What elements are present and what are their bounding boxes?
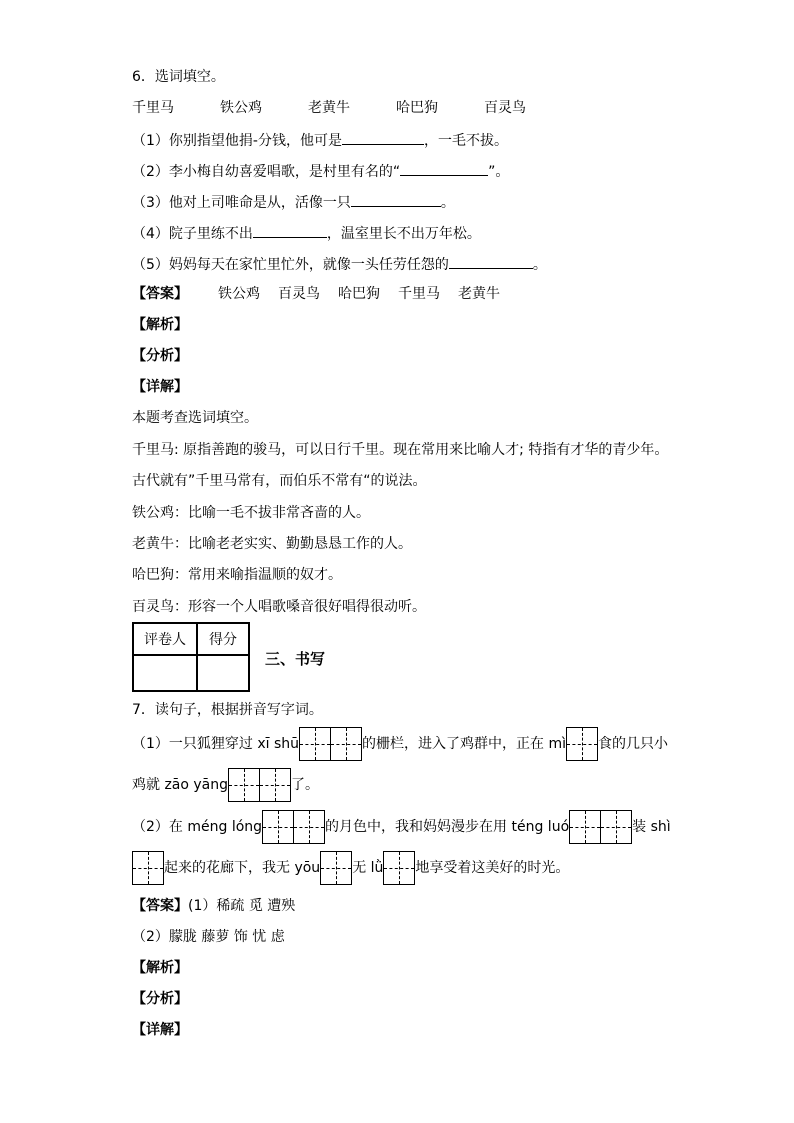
detail-line: 百灵鸟：形容一个人唱歌嗓音很好唱得很动听。 bbox=[132, 599, 426, 615]
word-option: 哈巴狗 bbox=[396, 100, 438, 116]
q6-fenxi-label: 【分析】 bbox=[132, 348, 188, 364]
q6-item-4 bbox=[132, 222, 481, 242]
answer-label: 【答案】 bbox=[132, 286, 188, 302]
item-text: ，一毛不拔。 bbox=[423, 133, 508, 149]
sentence-text: （2）在 méng lóng bbox=[132, 819, 263, 835]
q7-sentence-2-cont bbox=[132, 850, 569, 886]
detail-line: 古代就有”千里马常有，而伯乐不常有“的说法。 bbox=[132, 473, 427, 489]
q6-word-bank bbox=[132, 98, 572, 118]
q7-detail-label: 【详解】 bbox=[132, 1022, 188, 1038]
score-header: 得分 bbox=[197, 623, 249, 655]
item-text: （5）妈妈每天在家忙里忙外，就像一头任劳任怨的 bbox=[132, 257, 449, 273]
item-text: （4）院子里练不出 bbox=[132, 226, 253, 242]
item-text: （3）他对上司唯命是从，活像一只 bbox=[132, 195, 351, 211]
q6-title: 6．选词填空。 bbox=[132, 69, 225, 85]
writing-grid[interactable] bbox=[320, 851, 352, 885]
writing-grid[interactable] bbox=[299, 727, 362, 761]
answer-word: 老黄牛 bbox=[458, 286, 500, 302]
q6-item-5 bbox=[132, 253, 547, 273]
q7-title: 7．读句子，根据拼音写字词。 bbox=[132, 702, 323, 718]
detail-line: 本题考查选词填空。 bbox=[132, 410, 258, 426]
reviewer-cell[interactable] bbox=[133, 655, 197, 691]
answer-word: 铁公鸡 bbox=[218, 286, 260, 302]
sentence-text: 起来的花廊下，我无 yōu bbox=[164, 860, 321, 876]
q7-sentence-1-cont bbox=[132, 767, 319, 803]
sentence-text: 地享受着这美好的时光。 bbox=[415, 860, 570, 876]
q6-item-1 bbox=[132, 129, 508, 149]
q6-detail-label: 【详解】 bbox=[132, 379, 188, 395]
sentence-text: 了。 bbox=[291, 777, 320, 793]
section-title: 三、书写 bbox=[265, 650, 326, 668]
q7-sentence-1 bbox=[132, 726, 668, 762]
sentence-text: 食的几只小 bbox=[598, 736, 669, 752]
q7-answer-1 bbox=[132, 896, 295, 916]
sentence-text: 无 lǜ bbox=[352, 860, 384, 876]
reviewer-header: 评卷人 bbox=[133, 623, 197, 655]
sentence-text: 装 shì bbox=[632, 819, 671, 835]
answer-word: 千里马 bbox=[398, 286, 440, 302]
q6-item-3 bbox=[132, 191, 455, 211]
writing-grid[interactable] bbox=[566, 727, 598, 761]
word-option: 千里马 bbox=[132, 100, 174, 116]
detail-line: 铁公鸡：比喻一毛不拔非常吝啬的人。 bbox=[132, 505, 370, 521]
fill-blank[interactable] bbox=[351, 191, 441, 207]
answer-word: 百灵鸟 bbox=[278, 286, 320, 302]
item-text: （1）你别指望他捐-分钱，他可是 bbox=[132, 133, 342, 149]
score-cell[interactable] bbox=[197, 655, 249, 691]
q6-answer bbox=[132, 284, 518, 304]
q7-answer-2: （2）朦胧 藤萝 饰 忧 虑 bbox=[132, 929, 285, 945]
sentence-text: （1）一只狐狸穿过 xī shū bbox=[132, 736, 300, 752]
item-text: ”。 bbox=[488, 164, 510, 180]
item-text: （2）李小梅自幼喜爱唱歌，是村里有名的“ bbox=[132, 164, 401, 180]
q7-analysis-label: 【解析】 bbox=[132, 960, 188, 976]
detail-line: 老黄牛：比喻老老实实、勤勤恳恳工作的人。 bbox=[132, 536, 412, 552]
fill-blank[interactable] bbox=[449, 253, 533, 269]
sentence-text: 的月色中，我和妈妈漫步在用 téng luó bbox=[325, 819, 570, 835]
word-option: 百灵鸟 bbox=[484, 100, 526, 116]
writing-grid[interactable] bbox=[383, 851, 415, 885]
detail-line: 哈巴狗：常用来喻指温顺的奴才。 bbox=[132, 567, 342, 583]
fill-blank[interactable] bbox=[400, 160, 488, 176]
word-option: 老黄牛 bbox=[308, 100, 350, 116]
q7-sentence-2 bbox=[132, 809, 671, 845]
writing-grid[interactable] bbox=[262, 810, 325, 844]
sentence-text: 鸡就 zāo yāng bbox=[132, 777, 229, 793]
fill-blank[interactable] bbox=[342, 129, 424, 145]
sentence-text: 的栅栏，进入了鸡群中，正在 mì bbox=[362, 736, 567, 752]
fill-blank[interactable] bbox=[253, 222, 327, 238]
q7-fenxi-label: 【分析】 bbox=[132, 991, 188, 1007]
q6-item-2 bbox=[132, 160, 509, 180]
writing-grid[interactable] bbox=[569, 810, 632, 844]
writing-grid[interactable] bbox=[228, 768, 291, 802]
word-option: 铁公鸡 bbox=[220, 100, 262, 116]
writing-grid[interactable] bbox=[132, 851, 164, 885]
item-text: 。 bbox=[532, 257, 547, 273]
detail-line: 千里马: 原指善跑的骏马，可以日行千里。现在常用来比喻人才; 特指有才华的青少年。 bbox=[132, 442, 669, 458]
answer-text: (1）稀疏 觅 遭殃 bbox=[188, 898, 296, 914]
item-text: ，温室里长不出万年松。 bbox=[326, 226, 481, 242]
answer-label: 【答案】 bbox=[132, 898, 188, 914]
score-table bbox=[132, 622, 250, 692]
item-text: 。 bbox=[440, 195, 455, 211]
answer-word: 哈巴狗 bbox=[338, 286, 380, 302]
q6-analysis-label: 【解析】 bbox=[132, 317, 188, 333]
